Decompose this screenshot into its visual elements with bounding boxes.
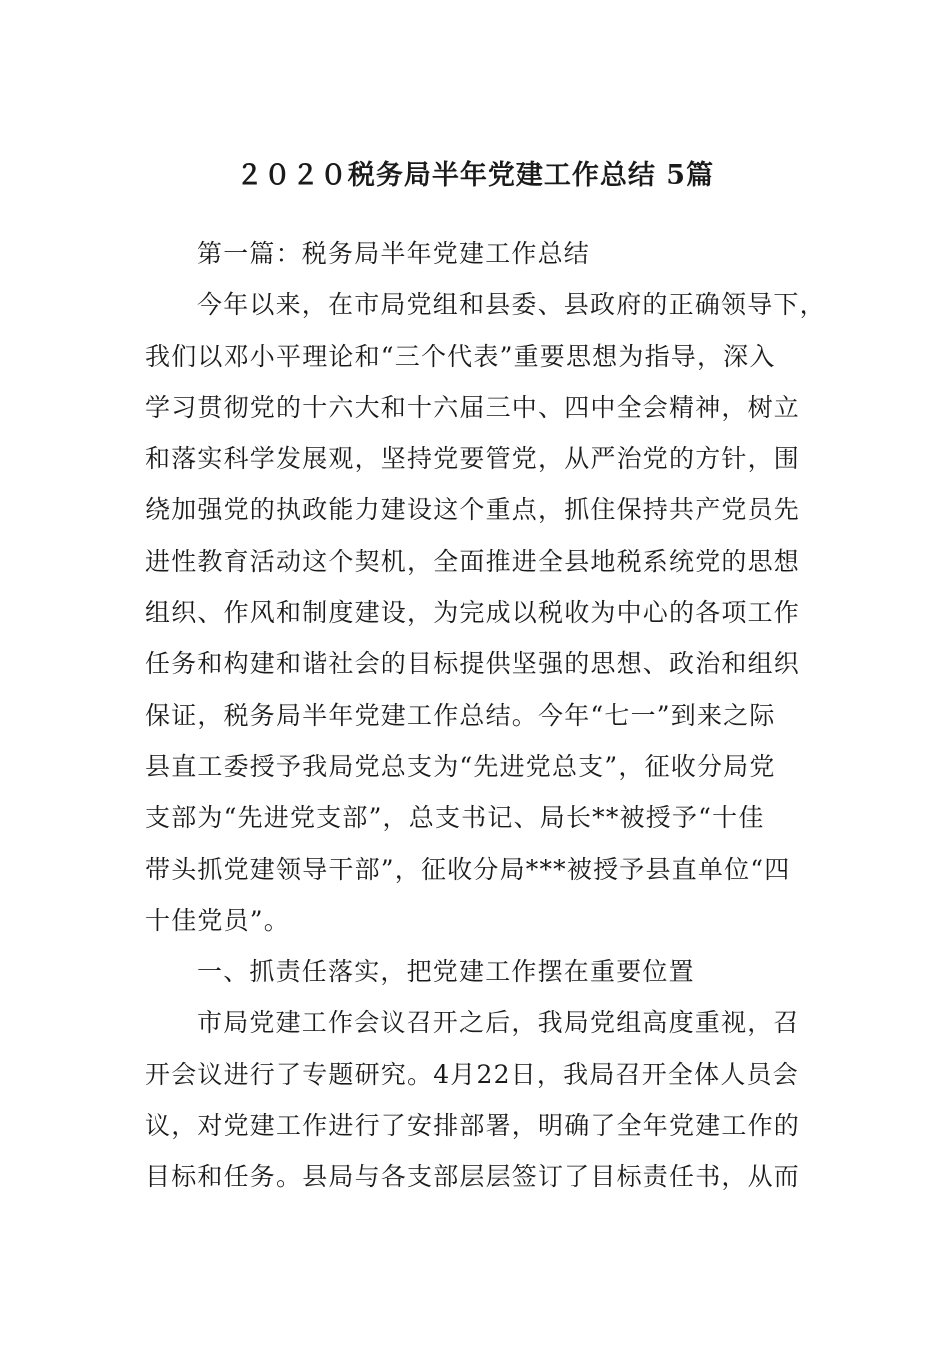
paragraph-2 (145, 997, 815, 1202)
paragraph-line: 带头抓党建领导干部”，征收分局***被授予县直单位“四 (145, 854, 791, 884)
paragraph-line: 和落实科学发展观，坚持党要管党，从严治党的方针，围 (145, 444, 801, 474)
paragraph-line: 支部为“先进党支部”，总支书记、局长**被授予“十佳 (145, 803, 765, 833)
paragraph-line: 任务和构建和谐社会的目标提供坚强的思想、政治和组织 (145, 649, 801, 679)
paragraph-line: 县直工委授予我局党总支为“先进党总支”，征收分局党 (145, 751, 776, 781)
paragraph-line: 十佳党员”。 (145, 905, 290, 935)
paragraph-line: 议，对党建工作进行了安排部署，明确了全年党建工作的 (145, 1111, 801, 1141)
paragraph-line: 保证，税务局半年党建工作总结。今年“七一”到来之际 (145, 700, 776, 730)
paragraph-line: 我们以邓小平理论和“三个代表”重要思想为指导，深入 (145, 341, 776, 371)
paragraph-line: 目标和任务。县局与各支部层层签订了目标责任书，从而 (145, 1162, 801, 1192)
paragraph-line: 绕加强党的执政能力建设这个重点，抓住保持共产党员先 (145, 495, 801, 525)
subheading-1: 一、抓责任落实，把党建工作摆在重要位置 (197, 957, 695, 987)
paragraph-line: 开会议进行了专题研究。4月22日，我局召开全体人员会 (145, 1059, 799, 1089)
paragraph-line: 市局党建工作会议召开之后，我局党组高度重视，召 (197, 1008, 800, 1038)
paragraph-line: 组织、作风和制度建设，为完成以税收为中心的各项工作 (145, 598, 801, 628)
document-body (145, 228, 826, 1203)
paragraph-line: 学习贯彻党的十六大和十六届三中、四中全会精神，树立 (145, 392, 801, 422)
paragraph-line: 今年以来，在市局党组和县委、县政府的正确领导下， (197, 290, 826, 320)
section-heading: 第一篇：税务局半年党建工作总结 (197, 239, 591, 268)
paragraph-line: 进性教育活动这个契机，全面推进全县地税系统党的思想 (145, 546, 801, 576)
paragraph-1 (145, 279, 826, 946)
document-title: ２０２０税务局半年党建工作总结 5篇 (235, 160, 715, 191)
